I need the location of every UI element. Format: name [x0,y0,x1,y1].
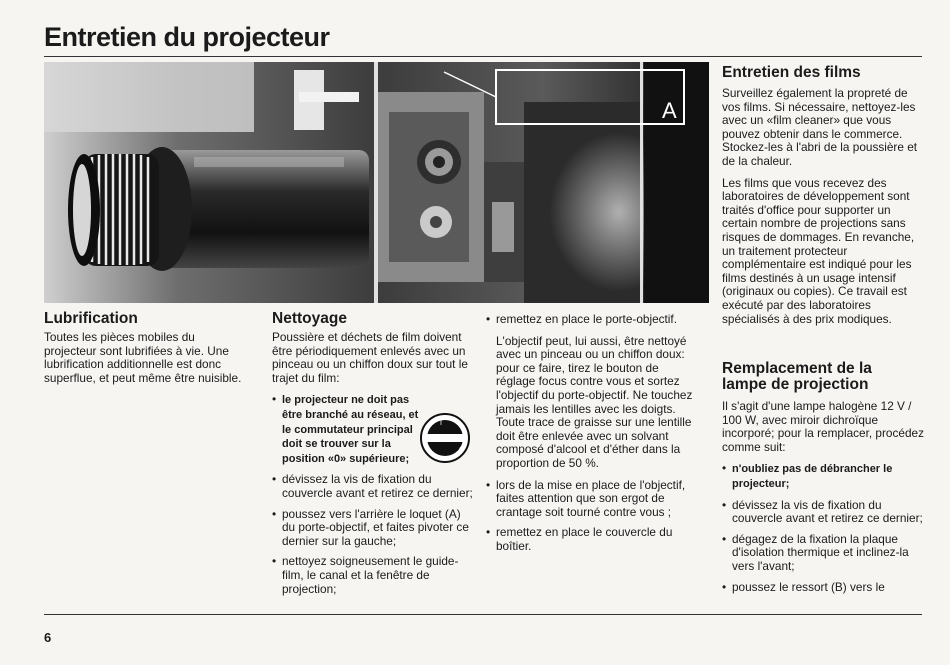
callout-letter-a: A [662,98,677,123]
lubrification-heading: Lubrification [44,310,138,327]
remplacement-bullet-3 [722,533,924,574]
remplacement-bullet-2-text: dévissez la vis de fixation du couvercle avant et retirez ce dernier; [732,497,923,526]
nettoyage-bullet-2-text: dévissez la vis de fixation du couvercle avant et retirez ce dernier; [282,472,473,500]
section-lubrification [44,311,250,393]
nettoyage-bullet-3 [272,508,474,549]
col3-bullet-1 [486,479,698,520]
nettoyage-bullet-3-text: poussez vers l'arrière le loquet (A) du porte-objectif, et faites pivoter ce dernier sur la gauche; [282,506,469,548]
projector-photo-illustration [44,62,709,303]
footer-rule [44,614,922,615]
nettoyage-bullet-4-text: nettoyez soigneusement le guide-film, le canal et la fenêtre de projection; [282,554,459,596]
main-switch-dial [419,412,471,464]
title-rule [44,56,922,57]
nettoyage-intro: Poussière et déchets de film doivent être périodiquement enlevés avec un pinceau ou un chiffon doux sur tout le trajet du film: [272,330,468,385]
entretien-films-heading: Entretien des films [722,64,861,81]
col3-bullet-2 [486,526,698,553]
remplacement-bullet-1-text: n'oubliez pas de débrancher le projecteur; [732,463,893,490]
remplacement-bullet-4 [722,581,924,595]
nettoyage-bullet-1-text: le projecteur ne doit pas être branché au réseau, et le commutateur principal doit se trouver sur la position «0» supérieure; [282,394,419,465]
page-title: Entretien du projecteur [44,22,330,52]
page-number: 6 [44,630,52,645]
remplacement-intro: Il s'agit d'une lampe halogène 12 V / 100 W, avec miroir dichroïque incorporé; pour la remplacer, procédez comme suit: [722,399,924,454]
remplacement-bullet-2 [722,499,924,526]
projector-photo [44,62,709,303]
col3-bullet-first [486,313,698,327]
remplacement-bullet-1 [722,462,924,491]
entretien-films-p1: Surveillez également la propreté de vos films. Si nécessaire, nettoyez-les avec un «film cleaner» que vous pouvez obtenir dans le commerce. Stockez-les à l'abri de la poussière et de la chaleur. [722,86,918,168]
nettoyage-heading: Nettoyage [272,310,347,327]
remplacement-heading-line2: lampe de projection [722,376,869,393]
lubrification-text: Toutes les pièces mobiles du projecteur sont lubrifiées à vie. Une lubrification additionnelle est donc superflue, et peut même être nuisible. [44,330,242,385]
dial-label-0: 0 [459,447,463,454]
nettoyage-bullet-2 [272,473,474,500]
dial-label-i: I [440,420,442,427]
entretien-films-p2: Les films que vous recevez des laboratoires de développement sont traités d'office pour supporter un certain nombre de projections sans risques de dommages. En revanche, un traitement protecteur complémentaire est indiqué pour les films destinés à un usage intensif (originaux ou copies). Ce travail est exécuté par des laboratoires spécialisés à des prix modiques. [722,175,915,326]
section-entretien-films [722,65,924,334]
objectif-paragraph: L'objectif peut, lui aussi, être nettoyé avec un pinceau ou un chiffon doux: pour ce faire, tirez le bouton de réglage focus contre vous et sortez l'objectif du porte-objectif. Ne touchez jamais les lentilles avec les doigts. Toute trace de graisse sur une lentille doit être enlevée avec un solvant composé d'alcool et d'éther dans la proportion de 50 %. [496,333,693,470]
nettoyage-bullet-4 [272,555,474,596]
col3-bullet-2-text: remettez en place le couvercle du boîtier. [496,525,673,553]
remplacement-bullet-3-text: dégagez de la fixation la plaque d'isolation thermique et inclinez-la vers l'avant; [732,531,909,573]
section-objectif [486,313,698,561]
col3-bullet-1-text: lors de la mise en place de l'objectif, faites attention que son ergot de crantage soit tourné contre vous ; [496,477,686,519]
remplacement-heading [722,361,924,393]
section-remplacement-lampe [722,361,924,601]
switch-dial-icon [419,412,471,464]
remplacement-bullet-4-text: poussez le ressort (B) vers le [732,579,885,594]
remplacement-heading-line1: Remplacement de la [722,360,872,377]
col3-bullet-first-text: remettez en place le porte-objectif. [496,312,677,326]
